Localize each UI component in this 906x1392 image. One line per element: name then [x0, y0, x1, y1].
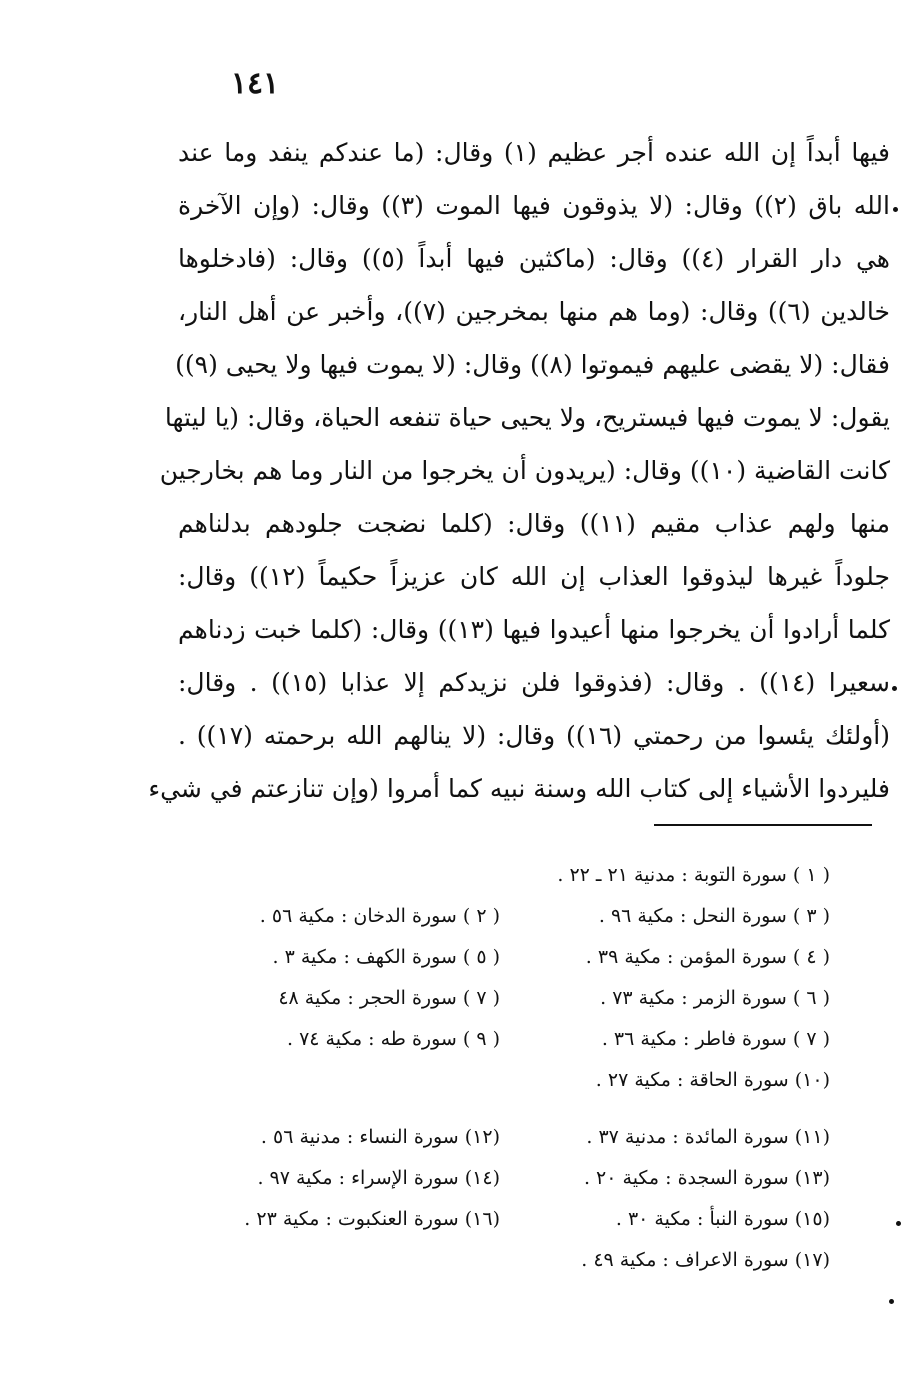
footnote: ( ٣ ) سورة النحل : مكية ٩٦ .: [598, 905, 830, 927]
footnote: (١٢) سورة النساء : مدنية ٥٦ .: [260, 1126, 500, 1148]
footnote: (١١) سورة المائدة : مدنية ٣٧ .: [586, 1126, 830, 1148]
footnote-row: [150, 1060, 830, 1101]
footnote: ( ٧ ) سورة الحجر : مكية ٤٨: [278, 987, 500, 1009]
footnote: (١٦) سورة العنكبوت : مكية ٢٣ .: [244, 1208, 500, 1230]
text-line: فليردوا الأشياء إلى كتاب الله وسنة نبيه كما أمروا (وإن تنازعتم في شيء: [148, 774, 890, 803]
footnote: (١٧) سورة الاعراف : مكية ٤٩ .: [581, 1249, 830, 1271]
scan-speck: [893, 207, 898, 212]
footnote: (١٥) سورة النبأ : مكية ٣٠ .: [615, 1208, 830, 1230]
scan-speck: [889, 1299, 894, 1304]
footnote-row: [150, 1240, 830, 1281]
footnote: ( ٢ ) سورة الدخان : مكية ٥٦ .: [259, 905, 500, 927]
text-line: فيها أبداً إن الله عنده أجر عظيم (١) وقال: (ما عندكم ينفد وما عند: [178, 138, 890, 167]
text-line: كلما أرادوا أن يخرجوا منها أعيدوا فيها (١٣)) وقال: (كلما خبت زدناهم: [178, 615, 890, 644]
footnote: ( ٧ ) سورة فاطر : مكية ٣٦ .: [601, 1028, 830, 1050]
footnote-row: [150, 1158, 830, 1199]
footnote: (١٠) سورة الحاقة : مكية ٢٧ .: [595, 1069, 830, 1091]
text-line: كانت القاضية (١٠)) وقال: (يريدون أن يخرجوا من النار وما هم بخارجين: [159, 456, 890, 485]
text-line: هي دار القرار (٤)) وقال: (ماكثين فيها أبداً (٥)) وقال: (فادخلوها: [178, 244, 890, 273]
footnote-separator: [654, 824, 872, 826]
text-line: منها ولهم عذاب مقيم (١١)) وقال: (كلما نضجت جلودهم بدلناهم: [178, 509, 890, 538]
footnote: (١٤) سورة الإسراء : مكية ٩٧ .: [257, 1167, 500, 1189]
footnote-row: [150, 937, 830, 978]
text-line: سعيرا (١٤)) . وقال: (فذوقوا فلن نزيدكم إلا عذابا (١٥)) . وقال:: [178, 668, 890, 697]
footnote: [200, 1060, 500, 1101]
footnote: ( ٥ ) سورة الكهف : مكية ٣ .: [272, 946, 500, 968]
text-line: يقول: لا يموت فيها فيستريح، ولا يحيى حياة تنفعه الحياة، وقال: (يا ليتها: [164, 403, 890, 432]
footnote-row: [150, 855, 830, 896]
footnote-row: [150, 1117, 830, 1158]
text-line: الله باق (٢)) وقال: (لا يذوقون فيها الموت (٣)) وقال: (وإن الآخرة: [178, 191, 890, 220]
footnote-row: [150, 1199, 830, 1240]
text-line: خالدين (٦)) وقال: (وما هم منها بمخرجين (٧))، وأخبر عن أهل النار،: [178, 297, 890, 326]
footnote: ( ٦ ) سورة الزمر : مكية ٧٣ .: [600, 987, 830, 1009]
footnotes: [150, 855, 830, 1281]
footnote: (١٣) سورة السجدة : مكية ٢٠ .: [583, 1167, 830, 1189]
scan-speck: [892, 686, 897, 691]
footnote-row: [150, 978, 830, 1019]
footnote: [200, 1240, 500, 1281]
footnote: ( ٩ ) سورة طه : مكية ٧٤ .: [286, 1028, 500, 1050]
footnote: [200, 855, 500, 896]
footnote-row: [150, 1019, 830, 1060]
footnote-row: [150, 896, 830, 937]
text-line: جلوداً غيرها ليذوقوا العذاب إن الله كان عزيزاً حكيماً (١٢)) وقال:: [178, 562, 890, 591]
scan-speck: [896, 1221, 901, 1226]
text-line: (أولئك يئسوا من رحمتي (١٦)) وقال: (لا ينالهم الله برحمته (١٧)) .: [178, 721, 890, 750]
text-line: فقال: (لا يقضى عليهم فيموتوا (٨)) وقال: (لا يموت فيها ولا يحيى (٩)): [175, 350, 890, 379]
footnote: ( ٤ ) سورة المؤمن : مكية ٣٩ .: [585, 946, 830, 968]
page-number: ١٤١: [230, 66, 280, 101]
body-text: [148, 126, 890, 815]
footnote: ( ١ ) سورة التوبة : مدنية ٢١ ـ ٢٢ .: [557, 864, 830, 886]
